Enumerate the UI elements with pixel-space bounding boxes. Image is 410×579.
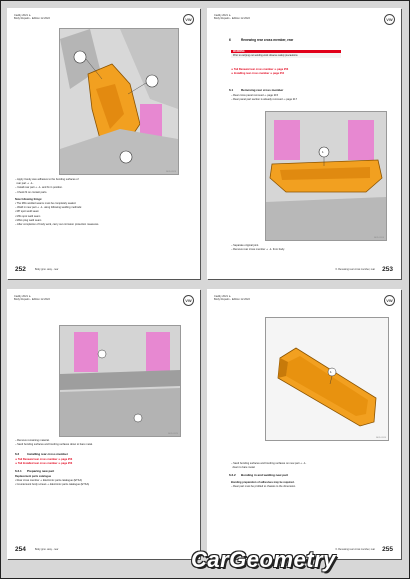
- warning-text: Prior to carrying out welding work observe safety precautions: [231, 53, 341, 58]
- instruction-list: – Remove remaining material. – Sand bonding surfaces and bonding surfaces down to bare metal.: [15, 439, 93, 447]
- reference-link[interactable]: ⇒ Installing rear cross member ⇒ page 254: [231, 72, 285, 76]
- warning-label: WARNING: [231, 50, 341, 53]
- header-model: Caddy 2021 ➤: [214, 295, 231, 298]
- page-number: 255: [382, 546, 393, 553]
- section-title: Renewing rear cross member, rear: [241, 38, 294, 42]
- figure-illustration: [60, 29, 178, 174]
- subsection-heading: [229, 88, 283, 92]
- vw-logo-icon: VW: [183, 14, 194, 25]
- figure-id: B0D-0124: [374, 237, 384, 239]
- subsection-number: 6.2.1: [15, 469, 22, 473]
- instruction-item: Separate original joint.: [233, 244, 259, 247]
- reference-links: [15, 458, 72, 466]
- note-item: Bonding preparation of adhesives may be required.: [231, 481, 295, 484]
- instruction-item: down to bare metal.: [232, 466, 256, 470]
- precondition-list: – Rear cross panel removed ⇒ page 215 – Rear panel part section is already removed ⇒ page 217: [231, 94, 298, 102]
- page-number: 253: [382, 266, 393, 273]
- parts-item: Countersunk body screws ⇒ Electronic parts catalogue (ETKA): [16, 483, 90, 487]
- instruction-item: Apply Cavity wax adhesive to the bonding surfaces of: [17, 178, 79, 181]
- instruction-item: Remove remaining material.: [17, 439, 50, 442]
- figure-illustration: [266, 112, 386, 240]
- instruction-item: rear part ⇒ -1-.: [16, 182, 34, 186]
- header-edition: Body Repairs - Edition 12.2022: [214, 17, 250, 21]
- instruction-item: Remove rear cross member ⇒ -1- from body.: [233, 248, 285, 252]
- parts-list: Replacement parts catalogue • Rear cross member ⇒ Electronic parts catalogue (ETKA) • Countersunk body screws ⇒ Electronic parts catalogue (ETKA): [15, 475, 90, 487]
- cargeometry-watermark: [191, 547, 401, 575]
- figure-new-part: [265, 317, 389, 441]
- instruction-item: Weld in new part ⇒ -1- using following welding methods:: [17, 206, 82, 210]
- page-footer: Body gmo. assy - rear: [35, 548, 59, 551]
- subsection-title: Removing rear cross member: [241, 88, 284, 92]
- figure-callout: 1: [330, 370, 332, 374]
- page-number: 252: [15, 266, 26, 273]
- header-model: Caddy 2021 ➤: [14, 14, 31, 17]
- section-heading: [229, 38, 293, 42]
- instruction-item: Check fit on contact parts.: [17, 190, 48, 194]
- page-header: [214, 295, 250, 302]
- parts-caption: Replacement parts catalogue: [15, 475, 52, 478]
- figure-id: B0D-0125: [168, 433, 178, 435]
- header-edition: Body Repairs - Edition 12.2022: [14, 17, 50, 21]
- page-255: [207, 289, 401, 559]
- vw-logo-icon: VW: [183, 295, 194, 306]
- page-footer: 6. Renewing rear cross member, rear: [335, 268, 375, 271]
- instruction-item: After completion of body work, carry out corrosion protection measures.: [17, 223, 100, 227]
- page-252: [7, 8, 200, 279]
- page-header: [14, 295, 50, 302]
- header-model: Caddy 2021 ➤: [214, 14, 231, 17]
- header-model: Caddy 2021 ➤: [14, 295, 31, 298]
- subsection-heading: [15, 469, 54, 473]
- note-heading: Note following things:: [15, 197, 43, 201]
- instruction-item: Sand bonding surfaces and bonding surfaces on new part ⇒ -1-: [233, 462, 307, 465]
- weld-method-item: RP spot weld seam: [16, 210, 39, 214]
- subsection-number: 6.2.2: [229, 473, 236, 477]
- page-253: [207, 8, 401, 279]
- page-header: [214, 14, 250, 21]
- subsection-number: 6.1: [229, 88, 234, 92]
- figure-rear-cross-member: [265, 111, 387, 241]
- reference-link[interactable]: ⇒ Tail Renewal rear cross member ⇒ page 253: [231, 68, 289, 71]
- section-number: 6: [229, 38, 231, 42]
- vw-logo-icon: VW: [384, 14, 395, 25]
- figure-id: B0D-0126: [376, 437, 386, 439]
- subsection-heading: [229, 473, 288, 477]
- figure-rear-part: [59, 28, 179, 175]
- subsection-title: Bonding in and welding new part: [241, 473, 288, 477]
- figure-illustration: [266, 318, 388, 440]
- reference-link[interactable]: ⇒ Tail Installed rear cross member ⇒ page 253: [15, 462, 73, 466]
- page-number: 254: [15, 546, 26, 553]
- note-list: Bonding preparation of adhesives may be required. – Rear part must be profiled to chassis to the dimension.: [231, 481, 296, 489]
- figure-id: B0D-0123: [166, 171, 176, 173]
- note-item: Rear part must be profiled to chassis to the dimension.: [233, 485, 296, 489]
- parts-item: Rear cross member ⇒ Electronic parts catalogue (ETKA): [16, 479, 83, 483]
- page-footer: Body gmo. assy - rear: [35, 268, 59, 271]
- watermark-text: CarGeometry: [191, 547, 336, 572]
- precondition-item: Rear panel part section is already removed ⇒ page 217: [233, 98, 298, 102]
- instruction-list: – Apply Cavity wax adhesive to the bonding surfaces of rear part ⇒ -1-. – Install rear part ⇒ -1- and fix in position. – Check fit on contact parts. Note following things: • The MIG welded seams must be completely sealed. – Weld in new part ⇒ -1- using following welding methods: • RP spot weld seam • MIG spot weld seam • MAG plug weld seam – After completion of body work, carry out corrosion protection measures.: [15, 178, 100, 227]
- figure-remove-material: [59, 325, 181, 437]
- section-number: 6.2: [15, 452, 20, 456]
- instruction-item: Install rear part ⇒ -1- and fix in position.: [17, 186, 63, 190]
- warning-box: [231, 50, 341, 58]
- figure-callout: 1: [322, 150, 324, 154]
- weld-method-item: MAG plug weld seam: [16, 218, 42, 222]
- header-edition: Body Repairs - Edition 12.2022: [14, 298, 50, 302]
- page-footer: 6. Renewing rear cross member, rear: [335, 548, 375, 551]
- subsection-title: Preparing new part: [27, 469, 55, 473]
- instruction-item: Sand bonding surfaces and bonding surfaces down to bare metal.: [17, 443, 93, 447]
- figure-illustration: [60, 326, 180, 436]
- precondition-item: Rear cross panel removed ⇒ page 215: [233, 94, 279, 97]
- reference-links: [231, 68, 288, 76]
- section-heading: [15, 452, 68, 456]
- page-254: [7, 289, 200, 559]
- instruction-list: – Sand bonding surfaces and bonding surfaces on new part ⇒ -1- down to bare metal.: [231, 462, 307, 470]
- instruction-list: – Separate original joint. – Remove rear cross member ⇒ -1- from body.: [231, 244, 285, 252]
- reference-link[interactable]: ⇒ Tail Renewal rear cross member ⇒ page 253: [15, 458, 73, 461]
- section-title: Installing rear cross member: [27, 452, 69, 456]
- page-header: [14, 14, 50, 21]
- vw-logo-icon: VW: [384, 295, 395, 306]
- weld-method-item: MIG spot weld seam: [16, 214, 41, 218]
- header-edition: Body Repairs - Edition 12.2022: [214, 298, 250, 302]
- note-item: The MIG welded seams must be completely sealed.: [16, 202, 77, 206]
